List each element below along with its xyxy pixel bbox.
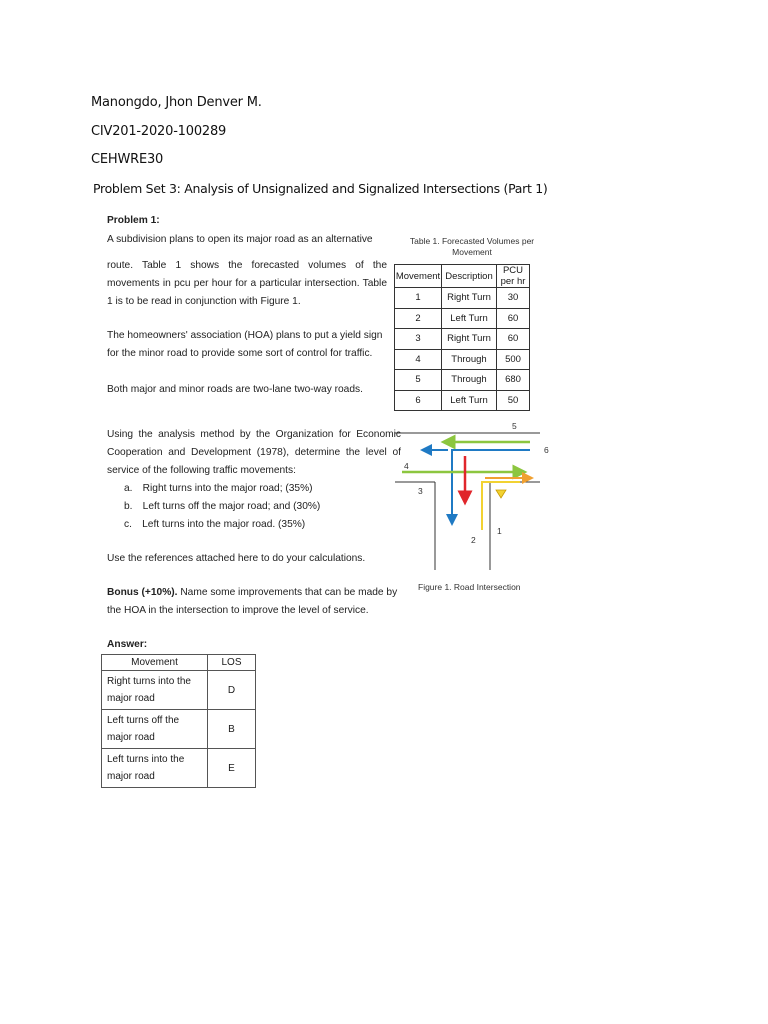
answer-heading: Answer: bbox=[107, 639, 148, 650]
table-row bbox=[102, 749, 256, 788]
answer-movement-cell: Left turns into the major road bbox=[102, 749, 208, 788]
problem-paragraph-4: Using the analysis method by the Organization for Economic Cooperation and Development (1978), determine the level of service of the following traffic movements: bbox=[107, 429, 401, 476]
answer-movement-cell: Right turns into the major road bbox=[102, 671, 208, 710]
table1-cell: 5 bbox=[395, 370, 442, 391]
table1-cell: Through bbox=[442, 349, 497, 370]
table1-cell: Left Turn bbox=[442, 308, 497, 329]
movement-1-right-turn-path bbox=[482, 482, 520, 530]
table-row bbox=[102, 671, 256, 710]
table1-cell: Left Turn bbox=[442, 390, 497, 411]
yield-sign-icon bbox=[496, 490, 506, 498]
figure-label-2: 2 bbox=[471, 535, 476, 545]
table1-cell: 1 bbox=[395, 288, 442, 309]
table-row bbox=[395, 349, 530, 370]
problem-paragraph-1: route. Table 1 shows the forecasted volumes of the movements in pcu per hour for a particular intersection. Table 1 is to be read in conjunction with Figure 1. bbox=[107, 260, 387, 307]
problem-intro-line: A subdivision plans to open its major road as an alternative bbox=[107, 234, 373, 245]
problem-item-c: c. Left turns into the major road. (35%) bbox=[124, 519, 306, 530]
table1-cell: 6 bbox=[395, 390, 442, 411]
table1-cell: 4 bbox=[395, 349, 442, 370]
table1-cell: 60 bbox=[497, 329, 530, 350]
table1-cell: Right Turn bbox=[442, 288, 497, 309]
answer-los-cell: B bbox=[208, 710, 256, 749]
table1-cell: Right Turn bbox=[442, 329, 497, 350]
student-name: Manongdo, Jhon Denver M. bbox=[91, 95, 262, 110]
bonus-text: Name some improvements that can be made by the HOA in the intersection to improve the level of service. bbox=[107, 587, 398, 616]
table1-cell: 680 bbox=[497, 370, 530, 391]
answer-header-los: LOS bbox=[208, 655, 256, 671]
figure-label-4: 4 bbox=[404, 461, 409, 471]
problem-set-title: Problem Set 3: Analysis of Unsignalized and Signalized Intersections (Part 1) bbox=[93, 181, 548, 196]
table1-header-movement: Movement bbox=[395, 265, 442, 288]
problem-item-a: a. Right turns into the major road; (35%) bbox=[124, 483, 313, 494]
figure-label-5: 5 bbox=[512, 421, 517, 431]
answer-header-row bbox=[102, 655, 256, 671]
answer-header-movement: Movement bbox=[102, 655, 208, 671]
bonus-label: Bonus (+10%). bbox=[107, 587, 178, 598]
answer-los-cell: D bbox=[208, 671, 256, 710]
course-code: CEHWRE30 bbox=[91, 152, 164, 167]
table-row bbox=[395, 370, 530, 391]
bonus-paragraph bbox=[107, 584, 407, 620]
figure-label-6: 6 bbox=[544, 445, 549, 455]
table1-header-description: Description bbox=[442, 265, 497, 288]
table1-cell: 50 bbox=[497, 390, 530, 411]
table-row bbox=[395, 329, 530, 350]
table1-cell: 2 bbox=[395, 308, 442, 329]
table1-header-pcu: PCU per hr bbox=[497, 265, 530, 288]
figure-label-1: 1 bbox=[497, 526, 502, 536]
figure1-caption: Figure 1. Road Intersection bbox=[418, 582, 521, 592]
intersection-diagram bbox=[390, 420, 560, 580]
table-row bbox=[102, 710, 256, 749]
table1-cell: 500 bbox=[497, 349, 530, 370]
problem-paragraph-2: The homeowners' association (HOA) plans to put a yield sign for the minor road to provide some sort of control for traffic. bbox=[107, 330, 383, 359]
table1-cell: 3 bbox=[395, 329, 442, 350]
problem-paragraph-5: Use the references attached here to do your calculations. bbox=[107, 553, 366, 564]
problem-paragraph-3: Both major and minor roads are two-lane two-way roads. bbox=[107, 384, 363, 395]
figure-label-3: 3 bbox=[418, 486, 423, 496]
answer-movement-cell: Left turns off the major road bbox=[102, 710, 208, 749]
table1-cell: Through bbox=[442, 370, 497, 391]
table-row bbox=[395, 308, 530, 329]
table1-cell: 60 bbox=[497, 308, 530, 329]
table1-cell: 30 bbox=[497, 288, 530, 309]
problem-item-b: b. Left turns off the major road; and (30%) bbox=[124, 501, 321, 512]
answer-los-cell: E bbox=[208, 749, 256, 788]
table-row bbox=[395, 390, 530, 411]
movement-6-left-turn-arrow bbox=[452, 450, 530, 520]
table1-header-row bbox=[395, 265, 530, 288]
table-row bbox=[395, 288, 530, 309]
answer-table bbox=[101, 654, 256, 788]
table1-caption: Table 1. Forecasted Volumes per Movement bbox=[409, 236, 535, 257]
forecasted-volumes-table bbox=[394, 264, 530, 411]
student-id: CIV201-2020-100289 bbox=[91, 124, 227, 139]
problem-heading: Problem 1: bbox=[107, 215, 160, 226]
